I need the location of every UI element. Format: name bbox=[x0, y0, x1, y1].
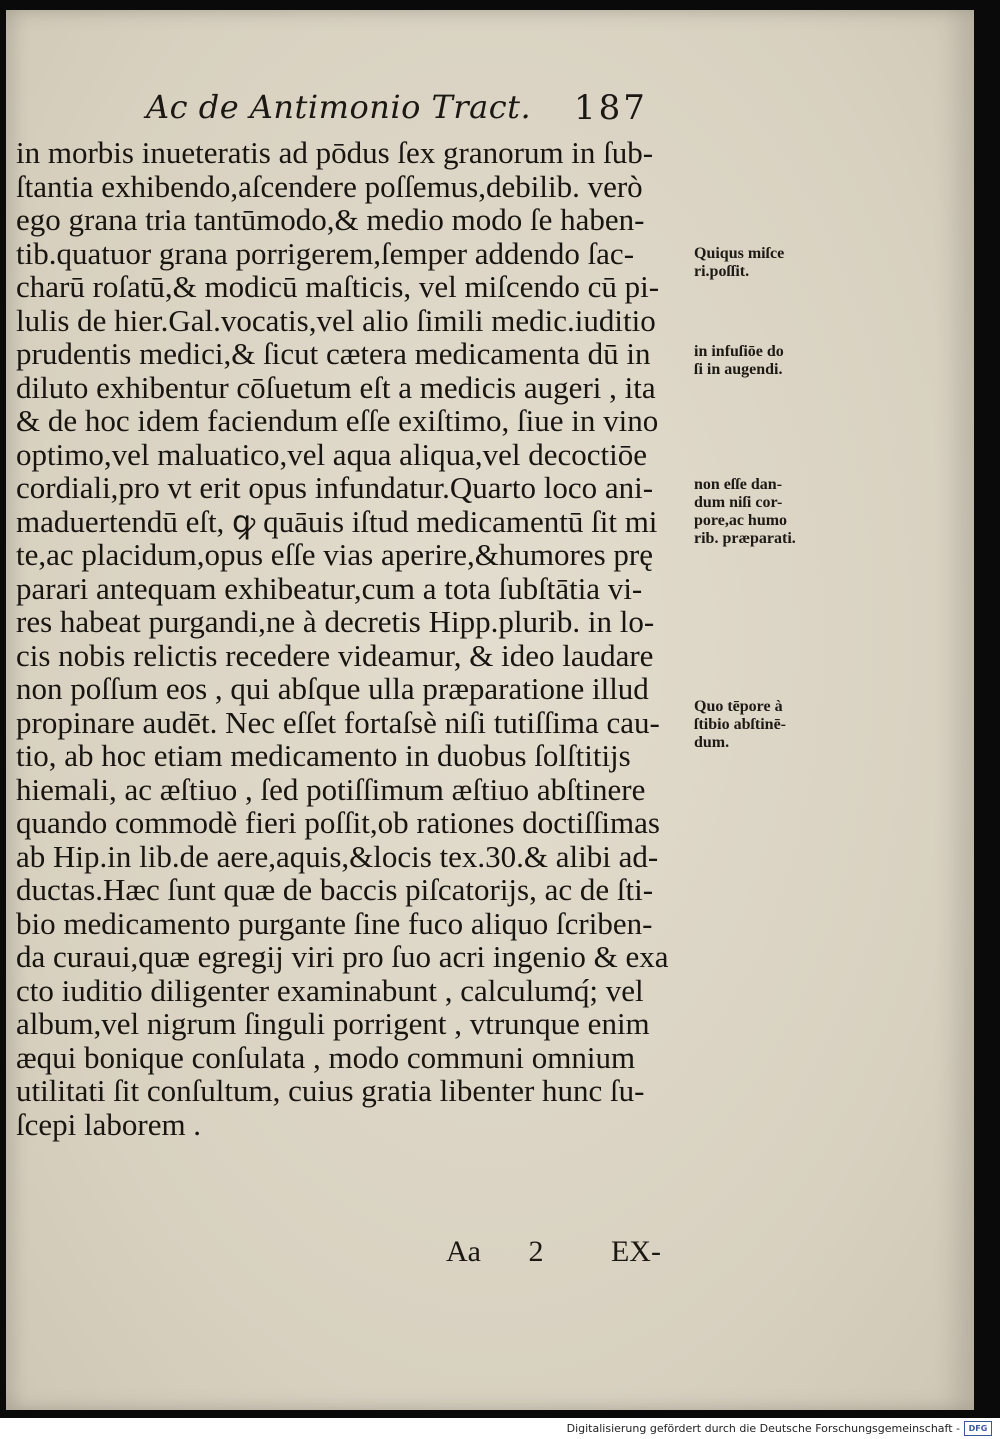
body-line: lulis de hier.Gal.vocatis,vel alio ſimili medic.iuditio bbox=[16, 302, 656, 338]
marginal-note-line: ri.poſſit. bbox=[694, 263, 750, 280]
funding-credit: Digitalisierung gefördert durch die Deutsche Forschungsgemeinschaft - bbox=[566, 1422, 960, 1435]
running-head: Ac de Antimonio Tract. bbox=[146, 88, 532, 126]
marginal-note-line: ſtibio abſtinē- bbox=[694, 716, 787, 733]
marginal-note-line: Quiqus miſce bbox=[694, 245, 785, 262]
body-line: hiemali, ac æſtiuo , ſed potiſſimum æſtiuo abſtinere bbox=[16, 771, 646, 807]
body-line: ab Hip.in lib.de aere,aquis,&locis tex.30.& alibi ad- bbox=[16, 838, 659, 874]
body-line: diluto exhibentur cōſuetum eſt a medicis augeri , ita bbox=[16, 369, 656, 405]
marginal-note-line: ſi in augendi. bbox=[694, 361, 783, 378]
signature-catchword-line bbox=[446, 1235, 661, 1269]
body-line: parari antequam exhibeatur,cum a tota ſubſtātia vi- bbox=[16, 570, 643, 606]
body-line: cto iuditio diligenter examinabunt , calculumq́; vel bbox=[16, 972, 644, 1008]
body-line: album,vel nigrum ſinguli porrigent , vtrunque enim bbox=[16, 1006, 650, 1041]
body-line: ego grana tria tantūmodo,& medio modo ſe haben- bbox=[16, 202, 645, 237]
signature-number: 2 bbox=[528, 1235, 544, 1268]
body-line: propinare audēt. Nec eſſet fortaſsè niſi tutiſſima cau- bbox=[16, 704, 660, 740]
body-line: tio, ab hoc etiam medicamento in duobus ſolſtitijs bbox=[16, 738, 631, 773]
marginal-note-line: pore,ac humo bbox=[694, 512, 788, 529]
body-line: prudentis medici,& ſicut cætera medicamenta dū in bbox=[16, 336, 651, 371]
marginal-note-mixing bbox=[694, 245, 784, 281]
dfg-logo-icon: DFG bbox=[964, 1421, 992, 1436]
body-line: in morbis inueteratis ad pōdus ſex granorum in ſub- bbox=[16, 135, 654, 170]
body-line: quando commodè fieri poſſit,ob rationes doctiſſimas bbox=[16, 805, 660, 840]
signature-mark: Aa bbox=[446, 1235, 481, 1268]
marginal-note-line: dum. bbox=[694, 734, 730, 751]
marginal-note-line: Quo tēpore à bbox=[694, 698, 783, 715]
marginal-note-line: in infuſiōe do bbox=[694, 343, 784, 360]
body-line: cis nobis relictis recedere videamur, & ideo laudare bbox=[16, 637, 654, 673]
body-line: utilitati ſit conſultum, cuius gratia libenter hunc ſu- bbox=[16, 1073, 645, 1108]
body-line: da curaui,quæ egregij viri pro ſuo acri ingenio & exa bbox=[16, 939, 669, 974]
body-line: bio medicamento purgante ſine fuco aliquo ſcriben- bbox=[16, 905, 653, 941]
marginal-note-line: rib. præparati. bbox=[694, 530, 796, 547]
body-line: optimo,vel maluatico,vel aqua aliqua,vel decoctiōe bbox=[16, 436, 647, 472]
body-text bbox=[16, 136, 706, 1141]
marginal-note-line: dum niſi cor- bbox=[694, 494, 783, 511]
marginal-note-preparation bbox=[694, 476, 796, 548]
body-line: ſcepi laborem . bbox=[16, 1106, 202, 1142]
body-line: non poſſum eos , qui abſque ulla præparatione illud bbox=[16, 671, 649, 706]
footer-bar bbox=[0, 1418, 1000, 1439]
page-number: 187 bbox=[574, 88, 648, 128]
body-line: ductas.Hæc ſunt quæ de baccis piſcatorijs, ac de ſti- bbox=[16, 872, 654, 907]
body-line: tib.quatuor grana porrigerem,ſemper addendo ſac- bbox=[16, 235, 635, 271]
book-page bbox=[6, 10, 974, 1410]
body-line: maduertendū eſt, ꝙ quāuis iſtud medicamentū ſit mi bbox=[16, 503, 658, 539]
catchword: EX- bbox=[610, 1235, 661, 1268]
marginal-note-abstain bbox=[694, 698, 786, 752]
body-line: & de hoc idem faciendum eſſe exiſtimo, ſiue in vino bbox=[16, 403, 659, 438]
body-line: cordiali,pro vt erit opus infundatur.Quarto loco ani- bbox=[16, 470, 654, 505]
body-line: charū roſatū,& modicū maſticis, vel miſcendo cū pi- bbox=[16, 269, 660, 304]
body-line: res habeat purgandi,ne à decretis Hipp.plurib. in lo- bbox=[16, 604, 655, 639]
marginal-note-infusion bbox=[694, 343, 784, 379]
marginal-note-line: non eſſe dan- bbox=[694, 476, 783, 493]
body-line: ſtantia exhibendo,aſcendere poſſemus,debilib. verò bbox=[16, 168, 643, 204]
body-line: æqui bonique conſulata , modo communi omnium bbox=[16, 1039, 636, 1075]
body-line: te,ac placidum,opus eſſe vias aperire,&humores prę bbox=[16, 537, 653, 572]
